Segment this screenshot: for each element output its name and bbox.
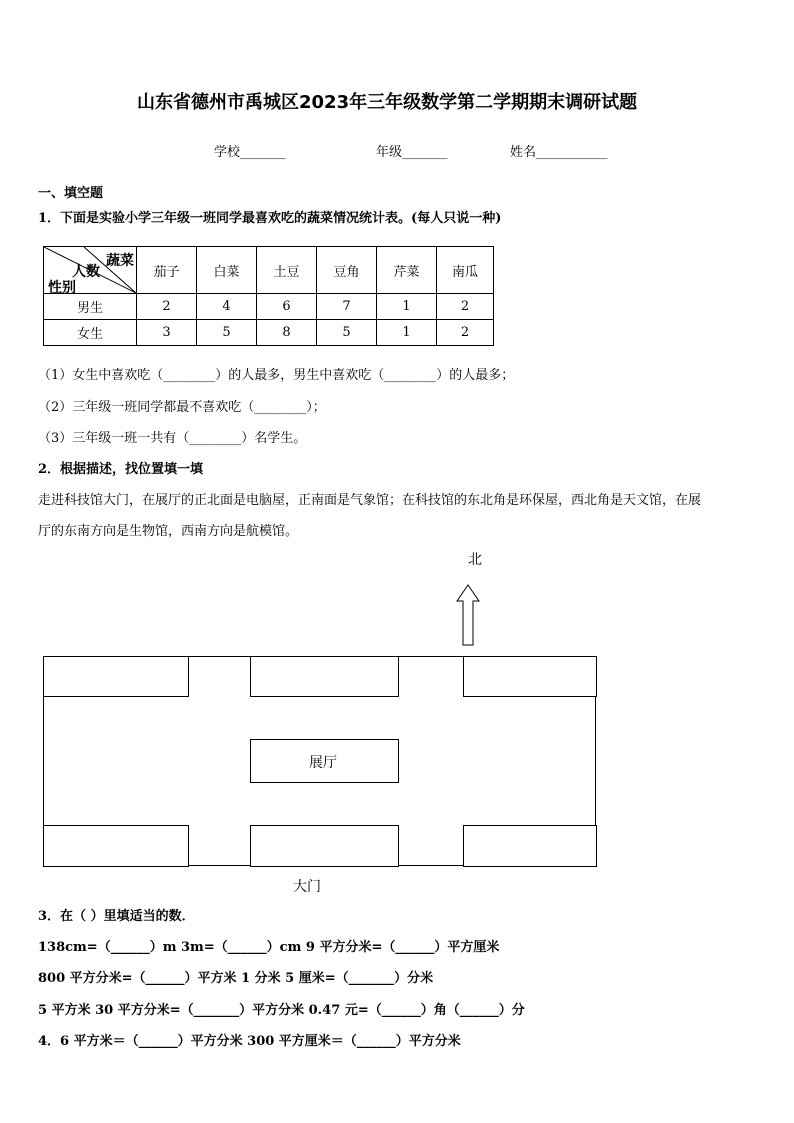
south-room: [250, 825, 399, 867]
table-row: [44, 320, 494, 346]
northeast-room: [463, 656, 597, 697]
question-1-stem: 1．下面是实验小学三年级一班同学最喜欢吃的蔬菜情况统计表。(每人只说一种): [38, 211, 502, 226]
question-2-stem: 2．根据描述，找位置填一填: [38, 462, 204, 477]
question-4: 4．6 平方米＝（______）平方分米 300 平方厘米＝（______）平方分米: [38, 1034, 461, 1049]
table-cell: 5: [197, 320, 257, 346]
table-cell: 6: [257, 294, 317, 320]
table-cell: 2: [437, 320, 494, 346]
table-cell: 2: [437, 294, 494, 320]
table-cell: 4: [197, 294, 257, 320]
gate-label: 大门: [293, 879, 321, 895]
hall-label: 展厅: [309, 755, 337, 771]
question-3-stem: 3．在（ ）里填适当的数．: [38, 909, 195, 924]
row-label: 男生: [44, 294, 137, 320]
north-arrow-icon: [457, 585, 479, 645]
grade-field: 年级_______: [376, 145, 448, 160]
northwest-room: [43, 656, 189, 697]
table-row: [44, 294, 494, 320]
southeast-room: [463, 825, 597, 867]
question-1-part-1: （1）女生中喜欢吃（________）的人最多，男生中喜欢吃（________）的人最多；: [38, 368, 515, 383]
table-header: 茄子: [137, 247, 197, 294]
table-header: 白菜: [197, 247, 257, 294]
question-3-line-2: 800 平方分米=（______）平方米 1 分米 5 厘米=（_______）分米: [38, 971, 434, 986]
north-room: [250, 656, 399, 697]
table-header: 豆角: [317, 247, 377, 294]
table-cell: 1: [377, 320, 437, 346]
table-cell: 1: [377, 294, 437, 320]
southwest-room: [43, 825, 189, 867]
name-field: 姓名___________: [510, 145, 608, 160]
table-cell: 8: [257, 320, 317, 346]
corner-label-count: 人数: [72, 264, 100, 280]
table-cell: 3: [137, 320, 197, 346]
row-label: 女生: [44, 320, 137, 346]
table-corner-cell: [44, 247, 137, 294]
table-cell: 7: [317, 294, 377, 320]
exhibition-hall: [250, 739, 399, 783]
table-header: 芹菜: [377, 247, 437, 294]
question-3-line-3: 5 平方米 30 平方分米=（_______）平方分米 0.47 元=（______）角（______）分: [38, 1003, 525, 1018]
page-title: 山东省德州市禹城区2023年三年级数学第二学期期末调研试题: [137, 92, 638, 113]
corner-label-vegetable: 蔬菜: [106, 253, 134, 269]
question-3-line-1: 138cm=（______）m 3m=（______）cm 9 平方分米=（______）平方厘米: [38, 940, 500, 955]
section-heading: 一、填空题: [38, 186, 104, 201]
table-cell: 5: [317, 320, 377, 346]
table-cell: 2: [137, 294, 197, 320]
north-label: 北: [468, 552, 482, 568]
school-field: 学校_______: [214, 145, 286, 160]
question-1-part-2: （2）三年级一班同学都最不喜欢吃（________）；: [38, 400, 326, 415]
question-1-part-3: （3）三年级一班一共有（________）名学生。: [38, 431, 307, 446]
question-2-description: 走进科技馆大门，在展厅的正北面是电脑屋，正南面是气象馆；在科技馆的东北角是环保屋，西北角是天文馆，在展: [38, 493, 702, 508]
question-2-description-cont: 厅的东南方向是生物馆，西南方向是航模馆。: [38, 524, 299, 539]
corner-label-gender: 性别: [48, 280, 76, 296]
table-header: 土豆: [257, 247, 317, 294]
table-header: 南瓜: [437, 247, 494, 294]
vegetable-table: [43, 246, 494, 346]
